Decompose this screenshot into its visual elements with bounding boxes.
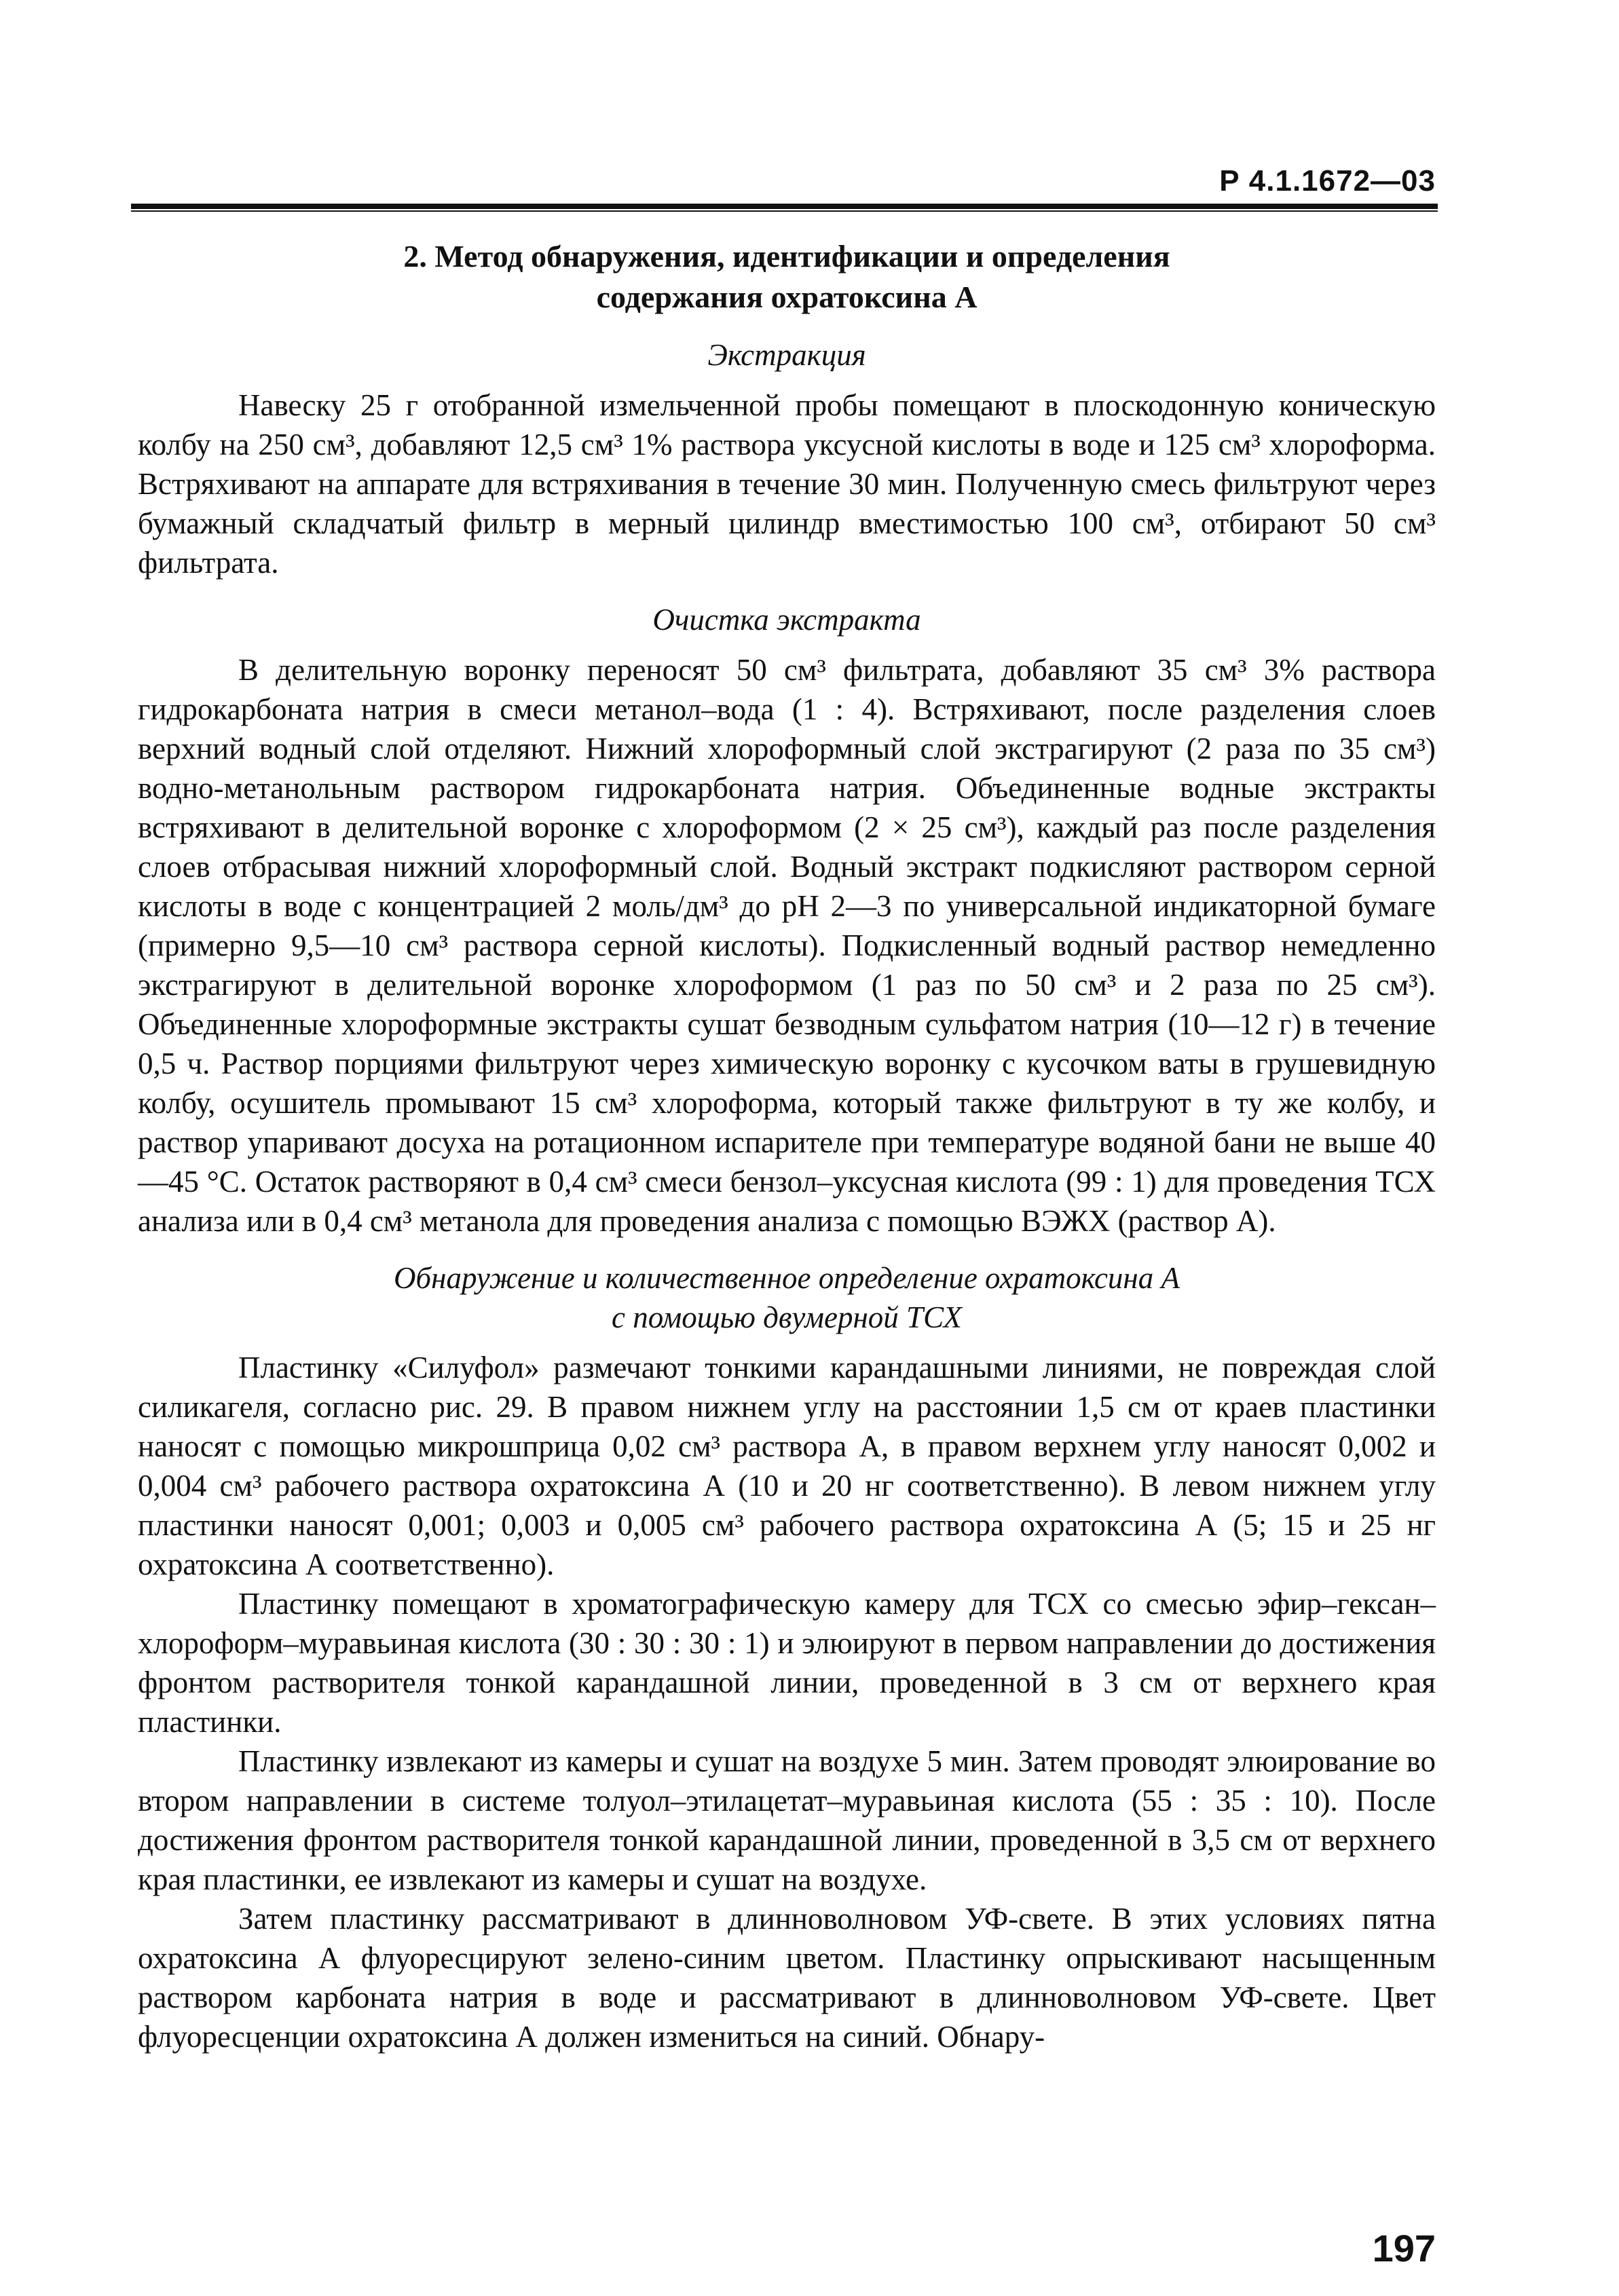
section-title-line-1: 2. Метод обнаружения, идентификации и определения (403, 239, 1170, 274)
detection-paragraph-3: Пластинку извлекают из камеры и сушат на воздухе 5 мин. Затем проводят элюирование во втором направлении в системе толуол–этилацетат–муравьиная кислота (55 : 35 : 10). После достижения фронтом растворителя тонкой карандашной линии, проведенной в 3,5 см от верхнего края пластинки, ее извлекают из камеры и сушат на воздухе. (138, 1744, 1436, 1896)
header-rule (131, 204, 1438, 212)
cleanup-paragraph: В делительную воронку переносят 50 см³ фильтрата, добавляют 35 см³ 3% раствора гидрокарбоната натрия в смеси метанол–вода (1 : 4). Встряхивают, после разделения слоев верхний водный слой отделяют. Нижний хлороформный слой экстрагируют (2 раза по 35 см³) водно-метанольным раствором гидрокарбоната натрия. Объединенные водные экстракты встряхивают в делительной воронке с хлороформом (2 × 25 см³), каждый раз после разделения слоев отбрасывая нижний хлороформный слой. Водный экстракт подкисляют раствором серной кислоты в воде с концентрацией 2 моль/дм³ до pH 2—3 по универсальной индикаторной бумаге (примерно 9,5—10 см³ раствора серной кислоты). Подкисленный водный раствор немедленно экстрагируют в делительной воронке хлороформом (1 раз по 50 см³ и 2 раза по 25 см³). Объединенные хлороформные экстракты сушат безводным сульфатом натрия (10—12 г) в течение 0,5 ч. Раствор порциями фильтруют через химическую воронку с кусочком ваты в грушевидную колбу, осушитель промывают 15 см³ хлороформа, который также фильтруют в ту же колбу, и раствор упаривают досуха на ротационном испарителе при температуре водяной бани не выше 40—45 °С. Остаток растворяют в 0,4 см³ смеси бензол–уксусная кислота (99 : 1) для проведения ТСХ анализа или в 0,4 см³ метанола для проведения анализа с помощью ВЭЖХ (раствор А). (138, 653, 1436, 1238)
detection-paragraph-4: Затем пластинку рассматривают в длинноволновом УФ-свете. В этих условиях пятна охратоксина А флуоресцируют зелено-синим цветом. Пластинку опрыскивают насыщенным раствором карбоната натрия в воде и рассматривают в длинноволновом УФ-свете. Цвет флуоресценции охратоксина А должен измениться на синий. Обнару- (138, 1902, 1436, 2054)
cleanup-heading (138, 600, 1436, 639)
extraction-paragraph: Навеску 25 г отобранной измельченной пробы помещают в плоскодонную коническую колбу на 250 см³, добавляют 12,5 см³ 1% раствора уксусной кислоты в воде и 125 см³ хлороформа. Встряхивают на аппарате для встряхивания в течение 30 мин. Полученную смесь фильтруют через бумажный складчатый фильтр в мерный цилиндр вместимостью 100 см³, отбирают 50 см³ фильтрата. (138, 388, 1436, 580)
extraction-heading-text: Экстракция (707, 338, 866, 372)
detection-paragraph-1: Пластинку «Силуфол» размечают тонкими карандашными линиями, не повреждая слой силикагеля, согласно рис. 29. В правом нижнем углу на расстоянии 1,5 см от краев пластинки наносят с помощью микрошприца 0,02 см³ раствора А, в правом верхнем углу наносят 0,002 и 0,004 см³ рабочего раствора охратоксина А (10 и 20 нг соответственно). В левом нижнем углу пластинки наносят 0,001; 0,003 и 0,005 см³ рабочего раствора охратоксина А (5; 15 и 25 нг охратоксина А соответственно). (138, 1351, 1436, 1581)
cleanup-heading-text: Очистка экстракта (652, 603, 921, 637)
detection-heading-line-2: с помощью двумерной ТСХ (611, 1300, 962, 1334)
detection-paragraph-2: Пластинку помещают в хроматографическую камеру для ТСХ со смесью эфир–гексан–хлороформ–муравьиная кислота (30 : 30 : 30 : 1) и элюируют в первом направлении до достижения фронтом растворителя тонкой карандашной линии, проведенной в 3 см от верхнего края пластинки. (138, 1587, 1436, 1739)
document-code: Р 4.1.1672—03 (1219, 164, 1436, 197)
extraction-heading (138, 335, 1436, 375)
detection-heading (138, 1258, 1436, 1337)
page-number: 197 (1372, 2227, 1436, 2270)
section-title (138, 236, 1436, 318)
detection-heading-line-1: Обнаружение и количественное определение охратоксина А (393, 1261, 1180, 1295)
section-title-line-2: содержания охратоксина А (596, 280, 978, 314)
page-content (138, 231, 1436, 2056)
